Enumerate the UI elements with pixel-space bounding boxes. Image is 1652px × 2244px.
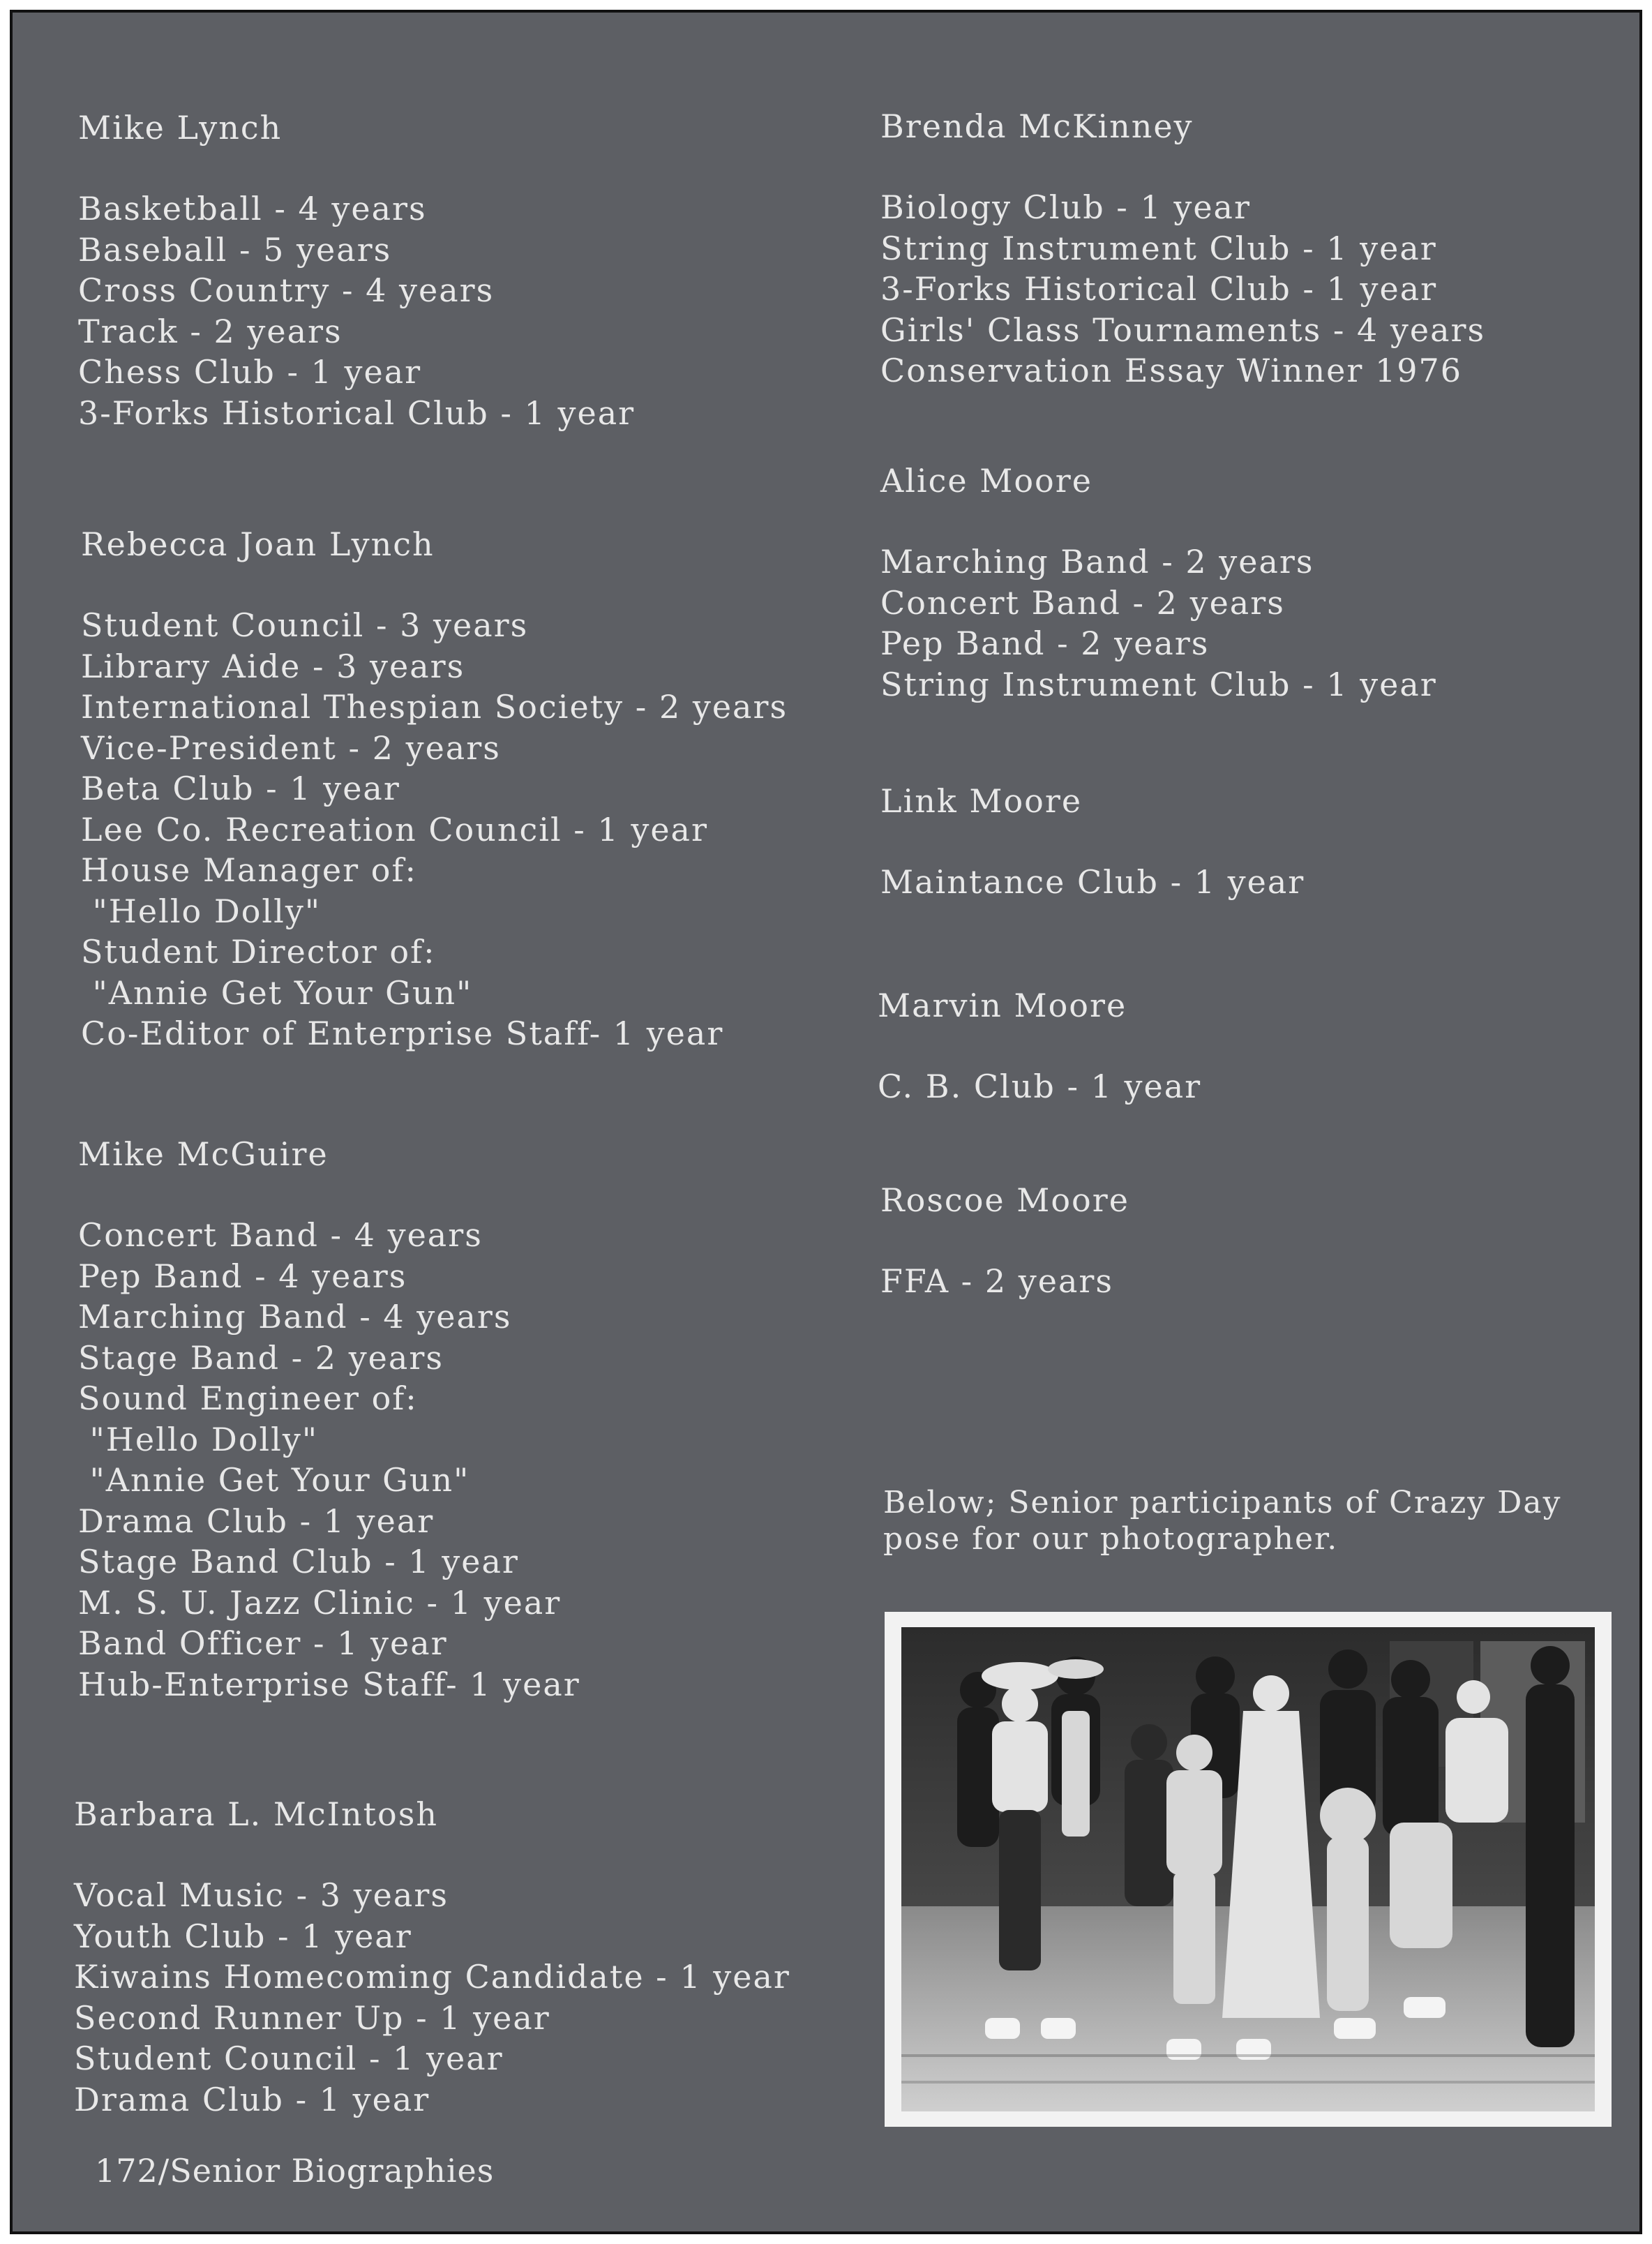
bio-item: Chess Club - 1 year [78, 353, 422, 391]
bio-name: Brenda McKinney [880, 107, 1194, 145]
bio-item: Drama Club - 1 year [78, 1502, 435, 1540]
bio-item: Concert Band - 2 years [880, 583, 1285, 622]
group-photo-illustration [901, 1627, 1595, 2111]
bio-marvin-moore [878, 985, 1201, 1107]
bio-item: Baseball - 5 years [78, 230, 392, 269]
bio-item: Beta Club - 1 year [81, 770, 400, 807]
bio-item: FFA - 2 years [880, 1262, 1113, 1300]
bio-item: Drama Club - 1 year [74, 2080, 430, 2118]
bio-item: International Thespian Society - 2 years [81, 688, 788, 726]
bio-item: Second Runner Up - 1 year [74, 1998, 550, 2037]
bio-item: Stage Band - 2 years [78, 1338, 444, 1377]
bio-item: C. B. Club - 1 year [878, 1068, 1202, 1105]
bio-item: Vice-President - 2 years [81, 728, 501, 767]
bio-name: Rebecca Joan Lynch [81, 525, 435, 563]
bio-item: Hub-Enterprise Staff- 1 year [78, 1665, 580, 1703]
bio-item: Biology Club - 1 year [880, 188, 1251, 226]
bio-item: Cross Country - 4 years [78, 271, 495, 309]
bio-item: String Instrument Club - 1 year [880, 229, 1437, 267]
bio-item: "Hello Dolly" [78, 1420, 319, 1458]
bio-name: Mike McGuire [78, 1135, 329, 1173]
bio-item: "Hello Dolly" [81, 892, 322, 930]
bio-alice-moore [880, 461, 1437, 705]
bio-item: Student Council - 1 year [74, 2040, 504, 2077]
bio-name: Barbara L. McIntosh [74, 1795, 438, 1833]
bio-item: Marching Band - 2 years [880, 543, 1314, 581]
bio-item: 3-Forks Historical Club - 1 year [880, 270, 1438, 308]
bio-item: Student Director of: [81, 933, 436, 971]
bio-item: Band Officer - 1 year [78, 1624, 448, 1662]
bio-name: Alice Moore [880, 462, 1092, 500]
bio-name: Mike Lynch [78, 109, 283, 147]
bio-item: Pep Band - 4 years [78, 1257, 407, 1295]
bio-item: String Instrument Club - 1 year [880, 665, 1437, 703]
bio-item: Sound Engineer of: [78, 1379, 418, 1417]
bio-name: Marvin Moore [878, 987, 1127, 1024]
bio-item: Marching Band - 4 years [78, 1298, 512, 1336]
bio-item: Co-Editor of Enterprise Staff- 1 year [81, 1015, 724, 1052]
bio-link-moore [880, 781, 1305, 903]
bio-item: Lee Co. Recreation Council - 1 year [81, 810, 708, 848]
bio-item: Youth Club - 1 year [74, 1917, 412, 1955]
bio-item: Concert Band - 4 years [78, 1216, 483, 1254]
bio-item: "Annie Get Your Gun" [78, 1461, 470, 1499]
group-photo [885, 1612, 1612, 2127]
bio-item: Maintance Club - 1 year [880, 863, 1305, 901]
bio-roscoe-moore [880, 1180, 1129, 1302]
bio-item: Library Aide - 3 years [81, 647, 465, 685]
bio-item: M. S. U. Jazz Clinic - 1 year [78, 1583, 562, 1622]
bio-item: Pep Band - 2 years [880, 624, 1210, 662]
bio-item: Track - 2 years [78, 312, 343, 350]
bio-item: Conservation Essay Winner 1976 [880, 352, 1463, 389]
page-folio: 172/Senior Biographies [95, 2152, 495, 2190]
bio-name: Roscoe Moore [880, 1181, 1129, 1219]
bio-barbara-mcintosh [74, 1794, 790, 2120]
bio-item: Girls' Class Tournaments - 4 years [880, 311, 1486, 349]
bio-brenda-mckinney [880, 106, 1485, 391]
bio-item: Student Council - 3 years [81, 606, 529, 644]
bio-name: Link Moore [880, 782, 1083, 820]
bio-item: "Annie Get Your Gun" [81, 973, 473, 1012]
bio-item: Basketball - 4 years [78, 190, 427, 227]
yearbook-page [10, 10, 1642, 2234]
bio-item: Kiwains Homecoming Candidate - 1 year [74, 1958, 790, 1996]
photo-caption: Below; Senior participants of Crazy Day pose for our photographer. [883, 1485, 1562, 1557]
bio-item: House Manager of: [81, 851, 417, 889]
bio-mike-mcguire [78, 1134, 580, 1705]
bio-item: Vocal Music - 3 years [74, 1876, 449, 1914]
bio-rebecca-joan-lynch [81, 524, 788, 1054]
bio-mike-lynch [78, 107, 635, 433]
bio-item: Stage Band Club - 1 year [78, 1543, 519, 1580]
bio-item: 3-Forks Historical Club - 1 year [78, 394, 636, 432]
